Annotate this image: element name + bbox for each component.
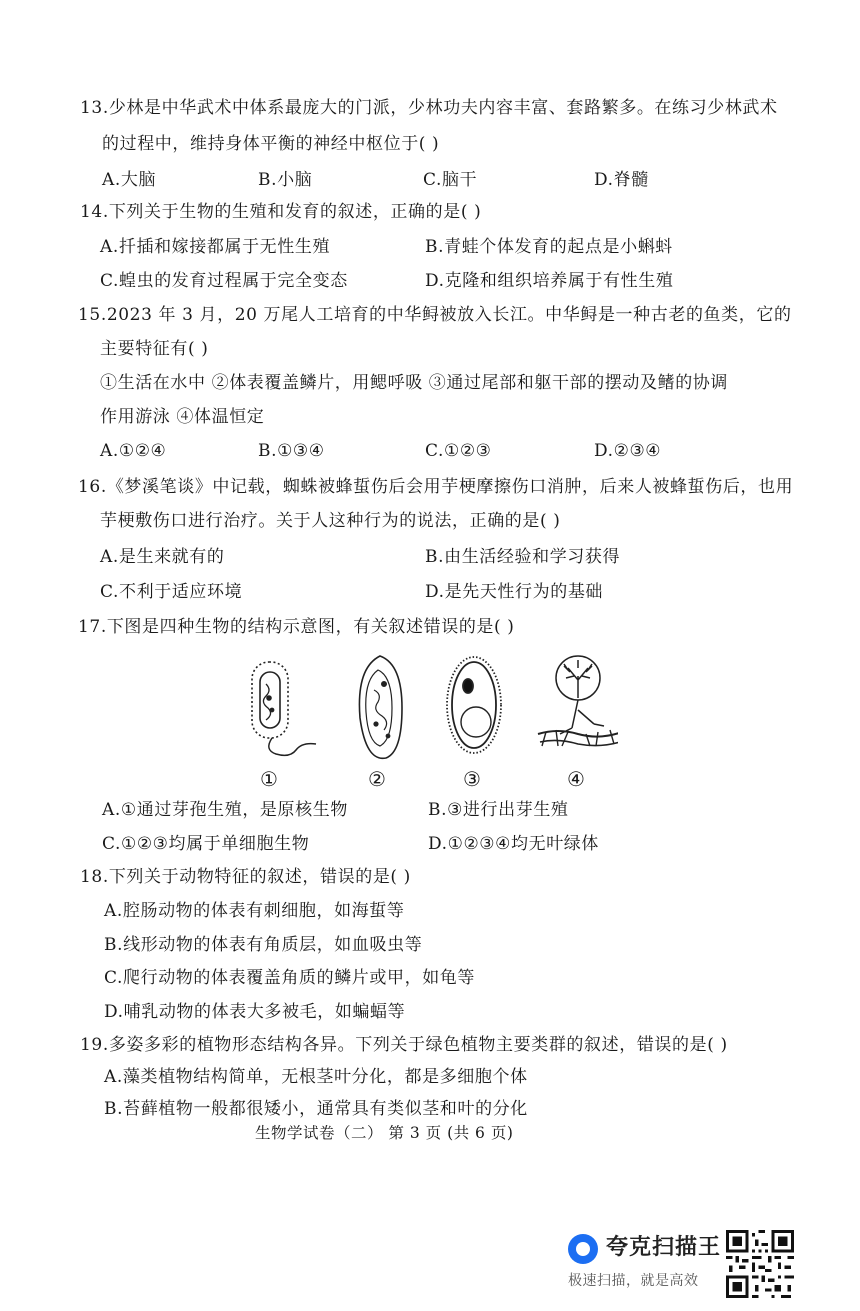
q18-option-d: D.哺乳动物的体表大多被毛，如蝙蝠等: [104, 1002, 406, 1022]
q13-option-a: A.大脑: [102, 170, 157, 190]
q14-option-a: A.扦插和嫁接都属于无性生殖: [100, 237, 331, 257]
q17-option-b: B.③进行出芽生殖: [428, 800, 569, 820]
q16-stem-line1: 16.《梦溪笔谈》中记载，蜘蛛被蜂蜇伤后会用芋梗摩擦伤口消肿，后来人被蜂蜇伤后，也用: [78, 477, 794, 497]
q16-option-a: A.是生来就有的: [100, 547, 225, 567]
q19-option-a: A.藻类植物结构简单，无根茎叶分化，都是多细胞个体: [104, 1067, 528, 1087]
q15-stem-line2: 主要特征有( ): [100, 339, 209, 359]
qr-code-icon: [726, 1230, 794, 1298]
q13-stem-line2: 的过程中，维持身体平衡的神经中枢位于( ): [102, 134, 440, 154]
q13-option-b: B.小脑: [258, 170, 313, 190]
figure-label-2: ②: [368, 767, 386, 791]
q17-option-d: D.①②③④均无叶绿体: [428, 834, 599, 854]
q17-option-c: C.①②③均属于单细胞生物: [102, 834, 310, 854]
q16-stem-line2: 芋梗敷伤口进行治疗。关于人这种行为的说法，正确的是( ): [100, 511, 561, 531]
organism-structure-figure: [238, 650, 618, 792]
q17-option-a: A.①通过芽孢生殖，是原核生物: [102, 800, 348, 820]
mold-drawing: [538, 656, 618, 746]
q15-option-c: C.①②③: [425, 441, 492, 461]
q17-stem: 17.下图是四种生物的结构示意图，有关叙述错误的是( ): [78, 617, 515, 637]
q14-stem: 14.下列关于生物的生殖和发育的叙述，正确的是( ): [80, 202, 482, 222]
brand-name: 夸克扫描王: [606, 1235, 722, 1260]
organism-drawings: [238, 650, 618, 765]
figure-label-3: ③: [463, 767, 481, 791]
q13-option-c: C.脑干: [423, 170, 478, 190]
scanner-watermark: [566, 1230, 796, 1300]
q15-option-a: A.①②④: [100, 441, 167, 461]
q16-option-d: D.是先天性行为的基础: [425, 582, 604, 602]
q14-option-b: B.青蛙个体发育的起点是小蝌蚪: [425, 237, 673, 257]
q16-option-b: B.由生活经验和学习获得: [425, 547, 621, 567]
q18-option-b: B.线形动物的体表有角质层，如血吸虫等: [104, 935, 423, 955]
paramecium-drawing: [359, 656, 402, 758]
q16-option-c: C.不利于适应环境: [100, 582, 243, 602]
q15-option-b: B.①③④: [258, 441, 325, 461]
q14-option-d: D.克隆和组织培养属于有性生殖: [425, 271, 674, 291]
figure-label-4: ④: [567, 767, 585, 791]
q13-option-d: D.脊髓: [594, 170, 649, 190]
q19-option-b: B.苔藓植物一般都很矮小，通常具有类似茎和叶的分化: [104, 1099, 528, 1119]
yeast-drawing: [447, 657, 501, 753]
bacterium-drawing: [252, 662, 316, 755]
q14-option-c: C.蝗虫的发育过程属于完全变态: [100, 271, 348, 291]
q18-option-c: C.爬行动物的体表覆盖角质的鳞片或甲，如龟等: [104, 968, 476, 988]
quark-logo-icon: [568, 1234, 598, 1264]
q19-stem: 19.多姿多彩的植物形态结构各异。下列关于绿色植物主要类群的叙述，错误的是( ): [80, 1035, 728, 1055]
q18-option-a: A.腔肠动物的体表有刺细胞，如海蜇等: [104, 901, 405, 921]
q15-stem-line4: 作用游泳 ④体温恒定: [100, 407, 265, 427]
brand-slogan: 极速扫描，就是高效: [568, 1273, 699, 1289]
q15-stem-line3: ①生活在水中 ②体表覆盖鳞片，用鳃呼吸 ③通过尾部和躯干部的摆动及鳍的协调: [100, 373, 729, 393]
q13-stem-line1: 13.少林是中华武术中体系最庞大的门派，少林功夫内容丰富、套路繁多。在练习少林武术: [80, 98, 778, 118]
figure-label-1: ①: [260, 767, 278, 791]
q15-option-d: D.②③④: [594, 441, 662, 461]
q15-stem-line1: 15.2023 年 3 月，20 万尾人工培育的中华鲟被放入长江。中华鲟是一种古老的鱼类，它的: [78, 305, 792, 325]
q18-stem: 18.下列关于动物特征的叙述，错误的是( ): [80, 867, 411, 887]
page-footer: 生物学试卷（二） 第 3 页 (共 6 页): [255, 1124, 514, 1142]
